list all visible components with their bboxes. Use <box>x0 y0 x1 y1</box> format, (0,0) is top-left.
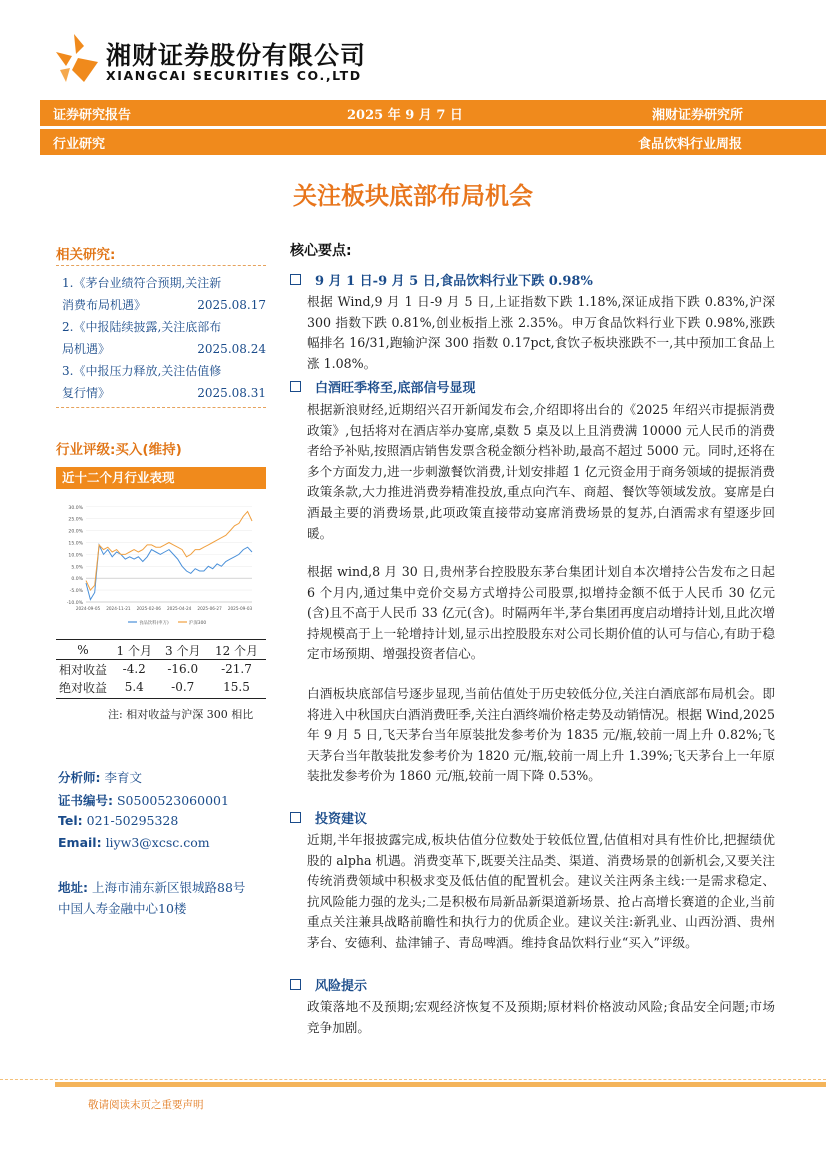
related-item[interactable]: 3.《中报压力释放,关注估值修 复行情》 2025.08.31 <box>62 364 266 400</box>
report-type: 证券研究报告 <box>53 108 132 123</box>
industry-rating: 行业评级:买入(维持) <box>56 442 182 458</box>
returns-table <box>56 641 266 696</box>
report-series: 食品饮料行业周报 <box>638 137 743 152</box>
company-logo <box>54 32 100 84</box>
paragraph: 根据 Wind,9 月 1 日-9 月 5 日,上证指数下跌 1.18%,深证成指下跌 0.83%,沪深 300 指数下跌 0.81%,创业板指上涨 2.35%。申万食品饮料行业下跌 0.98%,涨跌幅排名 16/31,跑输沪深 300 指数 0.17pct,食饮子板块涨跌不一,其中预加工食品上涨 1.08%。 <box>307 294 775 371</box>
report-title: 关注板块底部布局机会 <box>293 182 533 210</box>
section-title: 白酒旺季将至,底部信号显现 <box>290 377 476 396</box>
divider <box>56 407 266 408</box>
checkbox-bullet-icon <box>290 274 301 285</box>
chart-x-tick-label: 2025-06-27 <box>197 606 222 611</box>
footer-bar <box>55 1082 826 1087</box>
checkbox-bullet-icon <box>290 979 301 990</box>
chart-legend-label: 沪深300 <box>189 621 207 626</box>
chart-x-tick-label: 2025-02-06 <box>136 606 161 611</box>
institute-name: 湘财证券研究所 <box>652 108 744 123</box>
company-name-en: XIANGCAI SECURITIES CO.,LTD <box>106 68 362 83</box>
related-item[interactable]: 2.《中报陆续披露,关注底部布 局机遇》 2025.08.24 <box>62 320 266 356</box>
perf-heading: 近十二个月行业表现 <box>56 467 266 489</box>
related-item[interactable]: 1.《茅台业绩符合预期,关注新 消费布局机遇》 2025.08.17 <box>62 276 266 312</box>
chart-y-tick-label: 25.0% <box>68 517 83 523</box>
chart-y-tick-label: 20.0% <box>68 529 83 535</box>
chart-y-tick-label: 15.0% <box>68 541 83 547</box>
divider <box>56 265 266 266</box>
table-rule <box>56 639 266 640</box>
key-points-heading: 核心要点: <box>290 243 352 259</box>
paragraph: 根据 wind,8 月 30 日,贵州茅台控股股东茅台集团计划自本次增持公告发布之日起 6 个月内,通过集中竞价交易方式增持公司股票,拟增持金额不低于人民币 30 亿元(含)且不高于人民币 33 亿元(含)。时隔两年半,茅台集团再度启动增持计划,且此次增持规模高于上一轮增持计划,显示出控股股东对公司长期价值的认可与信心,有助于稳定市场预期、增强投资者信心。 <box>307 564 775 662</box>
telephone: Tel: 021-50295328 <box>58 813 179 828</box>
related-research-heading: 相关研究: <box>56 247 116 263</box>
section-title: 风险提示 <box>290 975 367 994</box>
analyst: 分析师: 李育文 <box>58 770 142 785</box>
chart-x-tick-label: 2025-04-24 <box>167 606 192 611</box>
report-date: 2025 年 9 月 7 日 <box>347 108 463 123</box>
report-category: 行业研究 <box>53 137 106 152</box>
table-note: 注: 相对收益与沪深 300 相比 <box>108 708 254 721</box>
address-line-2: 中国人寿金融中心10楼 <box>58 901 187 916</box>
related-research-list <box>62 272 266 404</box>
industry-performance-chart <box>56 494 266 634</box>
table-header-row: % 1 个月 3 个月 12 个月 <box>77 643 259 658</box>
footer-disclaimer[interactable]: 敬请阅读末页之重要声明 <box>88 1099 204 1111</box>
header-band-bottom <box>40 129 826 155</box>
paragraph: 白酒板块底部信号逐步显现,当前估值处于历史较低分位,关注白酒底部布局机会。即将进入中秋国庆白酒消费旺季,关注白酒终端价格走势及动销情况。根据 Wind,2025 年 9 月 5 日,飞天茅台当年原装批发参考价为 1835 元/瓶,较前一周上升 0.82%;飞天茅台当年散装批发参考价为 1820 元/瓶,较前一周上升 1.39%;飞天茅台上一年原装批发参考价为 1860 元/瓶,较前一周下降 0.53%。 <box>307 686 775 784</box>
email[interactable]: Email: liyw3@xcsc.com <box>58 835 210 850</box>
paragraph: 近期,半年报披露完成,板块估值分位数处于较低位置,估值相对具有性价比,把握绩优股的 alpha 机遇。消费变革下,既要关注品类、渠道、消费场景的创新机会,又要关注传统消费领域中积极求变及低估值的配置机会。建议关注两条主线:一是需求稳定、抗风险能力强的龙头;二是积极布局新品新渠道新场景、抢占高增长赛道的企业,当前重点关注兼具战略前瞻性和执行力的优质企业。建议关注:新乳业、山西汾酒、贵州茅台、安德利、盐津铺子、青岛啤酒。维持食品饮料行业“买入”评级。 <box>307 832 775 950</box>
section-title: 9 月 1 日-9 月 5 日,食品饮料行业下跌 0.98% <box>290 270 593 289</box>
chart-legend-label: 食品饮料(申万) <box>139 621 169 626</box>
paragraph: 根据新浪财经,近期绍兴召开新闻发布会,介绍即将出台的《2025 年绍兴市提振消费政策》,包括将对在酒店举办宴席,桌数 5 桌及以上且消费满 10000 元人民币的消费者给予补贴,按照酒店销售发票含税金额分档补助,最高不超过 5000 元。同时,还将在多个方面发力,进一步刺激餐饮消费,计划安排超 1 亿元资金用于商务领域的提振消费政策条款,大力推进消费券精准投放,重点向汽车、商超、餐饮等领域发放。宴席是白酒最主要的消费场景,此项政策直接带动宴席消费场景的复苏,白酒需求有望逐步回暖。 <box>307 402 775 541</box>
table-row: 相对收益 -4.2 -16.0 -21.7 <box>56 660 266 679</box>
chart-y-tick-label: -5.0% <box>69 589 83 595</box>
chart-x-tick-label: 2025-09-03 <box>227 606 253 611</box>
chart-y-tick-label: -10.0% <box>66 601 83 606</box>
table-rule <box>56 698 266 699</box>
address-line-1: 地址: 上海市浦东新区银城路88号 <box>58 880 246 895</box>
chart-x-tick-label: 2024-11-21 <box>106 606 131 611</box>
section-title: 投资建议 <box>290 808 367 827</box>
paragraph: 政策落地不及预期;宏观经济恢复不及预期;原材料价格波动风险;食品安全问题;市场竞争加剧。 <box>307 999 775 1035</box>
chart-y-tick-label: 5.0% <box>71 565 83 571</box>
checkbox-bullet-icon <box>290 812 301 823</box>
chart-y-tick-label: 30.0% <box>68 505 83 511</box>
cert-number: 证书编号: S0500523060001 <box>58 793 229 808</box>
company-name-cn: 湘财证券股份有限公司 <box>106 41 367 70</box>
chart-y-tick-label: 0.0% <box>71 577 83 583</box>
chart-x-tick-label: 2024-09-05 <box>75 606 101 611</box>
checkbox-bullet-icon <box>290 381 301 392</box>
chart-series-line <box>86 545 252 600</box>
table-row: 绝对收益 5.4 -0.7 15.5 <box>58 680 250 695</box>
chart-y-tick-label: 10.0% <box>68 553 83 559</box>
header-band-top <box>40 100 826 126</box>
